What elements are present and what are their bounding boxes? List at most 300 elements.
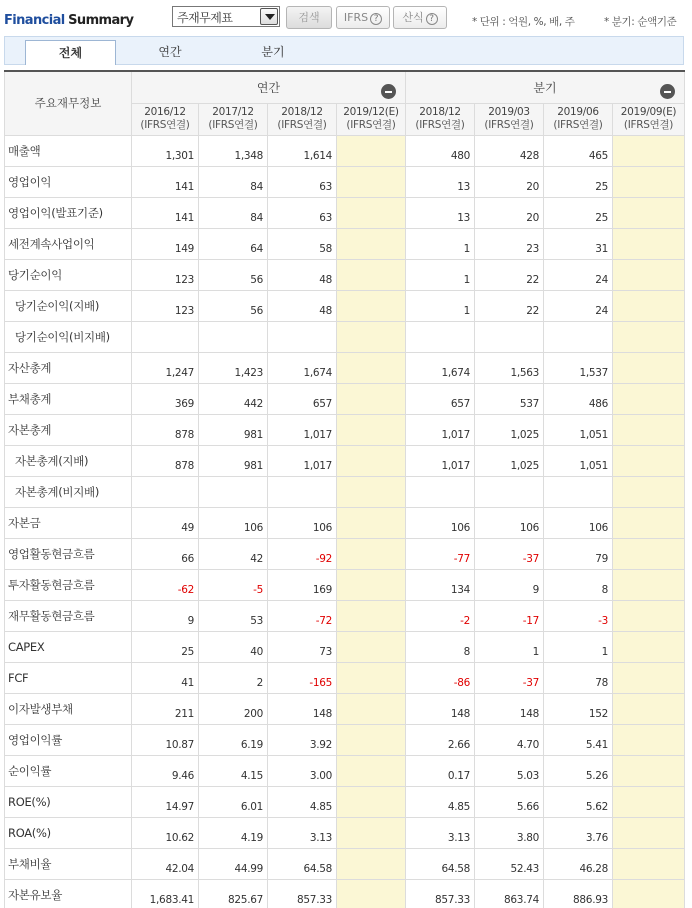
table-row [5,476,685,507]
table-cell: 42.04 [132,848,199,879]
table-cell [613,724,685,755]
table-cell: 41 [132,662,199,693]
table-cell: 480 [406,135,475,166]
table-cell: 5.62 [544,786,613,817]
table-row [5,135,685,166]
table-cell: 141 [132,166,199,197]
table-cell: 4.70 [475,724,544,755]
column-basis: (IFRS연결) [140,119,190,131]
row-label: FCF [5,662,132,693]
column-basis: (IFRS연결) [623,119,674,131]
row-label: 영업이익(발표기준) [5,197,132,228]
column-header [613,103,685,135]
table-cell: 442 [199,383,268,414]
table-cell: 657 [406,383,475,414]
table-cell: 3.76 [544,817,613,848]
table-cell: 4.15 [199,755,268,786]
table-cell: 3.92 [268,724,337,755]
row-label: 영업이익률 [5,724,132,755]
table-cell: 24 [544,259,613,290]
table-cell: 6.19 [199,724,268,755]
annual-group-label: 연간 [256,80,281,95]
table-cell: 3.13 [406,817,475,848]
table-cell: 1,614 [268,135,337,166]
table-cell [613,383,685,414]
table-cell: 64.58 [268,848,337,879]
annual-group-header [132,71,406,103]
column-header [132,103,199,135]
table-row [5,290,685,321]
column-header [337,103,406,135]
table-cell: 3.80 [475,817,544,848]
table-cell: 58 [268,228,337,259]
formula-help-button[interactable] [393,6,447,29]
table-row [5,724,685,755]
table-row [5,445,685,476]
table-cell [406,476,475,507]
row-label: 투자활동현금흐름 [5,569,132,600]
table-row [5,848,685,879]
table-row [5,755,685,786]
column-period: 2019/12(E) [343,106,399,118]
table-cell [268,321,337,352]
table-cell: 1,051 [544,445,613,476]
table-cell [337,724,406,755]
table-cell: 123 [132,290,199,321]
column-header [406,103,475,135]
table-cell [337,414,406,445]
collapse-annual-icon[interactable] [381,84,396,99]
table-cell: 1,537 [544,352,613,383]
table-cell: 25 [544,166,613,197]
table-cell: 63 [268,197,337,228]
table-row [5,786,685,817]
table-row [5,228,685,259]
table-row [5,352,685,383]
table-cell [337,817,406,848]
row-label: 재무활동현금흐름 [5,600,132,631]
table-cell: -5 [199,569,268,600]
financial-summary-table [4,70,685,908]
row-label: 당기순이익(지배) [5,290,132,321]
table-cell: 46.28 [544,848,613,879]
table-cell [337,445,406,476]
column-header [475,103,544,135]
table-cell: 878 [132,445,199,476]
table-cell: 169 [268,569,337,600]
table-cell [613,538,685,569]
table-cell: 465 [544,135,613,166]
table-cell: 64.58 [406,848,475,879]
table-cell [337,693,406,724]
table-cell: 863.74 [475,879,544,908]
column-header [268,103,337,135]
table-cell: 0.17 [406,755,475,786]
table-cell [613,786,685,817]
table-cell: 8 [406,631,475,662]
chevron-down-icon[interactable] [260,8,278,25]
table-cell: 44.99 [199,848,268,879]
table-cell: -72 [268,600,337,631]
row-label: 부채총계 [5,383,132,414]
table-cell: -92 [268,538,337,569]
table-cell [613,693,685,724]
table-cell [337,569,406,600]
table-cell: -165 [268,662,337,693]
row-label: 자본총계(비지배) [5,476,132,507]
row-label: 자본금 [5,507,132,538]
column-basis: (IFRS연결) [484,119,534,131]
table-cell: 9.46 [132,755,199,786]
table-row [5,662,685,693]
table-cell: 73 [268,631,337,662]
row-label: 순이익률 [5,755,132,786]
column-header [199,103,268,135]
table-cell [613,228,685,259]
table-cell [337,600,406,631]
column-header [544,103,613,135]
column-period: 2019/03 [488,106,530,118]
table-cell [613,600,685,631]
table-cell [613,290,685,321]
table-cell: 428 [475,135,544,166]
table-cell: 48 [268,259,337,290]
statement-type-select[interactable] [172,6,280,27]
table-cell: 200 [199,693,268,724]
row-label: 자본총계(지배) [5,445,132,476]
table-cell [337,197,406,228]
table-row [5,817,685,848]
table-cell: 123 [132,259,199,290]
table-cell: 886.93 [544,879,613,908]
table-cell: 31 [544,228,613,259]
table-cell: 1,563 [475,352,544,383]
table-cell [337,631,406,662]
table-cell [613,569,685,600]
row-label: 영업이익 [5,166,132,197]
table-row [5,569,685,600]
table-cell: 148 [268,693,337,724]
column-period: 2017/12 [212,106,254,118]
table-cell [406,321,475,352]
row-label: 자본총계 [5,414,132,445]
table-cell: 6.01 [199,786,268,817]
table-cell: 4.85 [268,786,337,817]
row-label: ROA(%) [5,817,132,848]
table-cell [613,197,685,228]
table-cell: 106 [199,507,268,538]
table-cell [337,755,406,786]
table-cell: 1 [544,631,613,662]
table-cell: 79 [544,538,613,569]
table-cell [544,321,613,352]
table-cell: 1 [406,228,475,259]
table-cell [337,786,406,817]
row-label: 부채비율 [5,848,132,879]
table-cell: 4.85 [406,786,475,817]
row-label: 매출액 [5,135,132,166]
table-row [5,414,685,445]
table-cell: 1,025 [475,445,544,476]
table-cell [613,445,685,476]
table-cell: 20 [475,197,544,228]
row-label: CAPEX [5,631,132,662]
table-cell: 64 [199,228,268,259]
table-cell [613,321,685,352]
table-cell: 152 [544,693,613,724]
column-basis: (IFRS연결) [277,119,327,131]
quarter-group-header [406,71,685,103]
table-cell [613,755,685,786]
table-cell: 486 [544,383,613,414]
table-cell [199,476,268,507]
table-cell [613,414,685,445]
row-label: 이자발생부채 [5,693,132,724]
table-cell: 5.26 [544,755,613,786]
table-cell [337,290,406,321]
table-cell: 13 [406,197,475,228]
table-cell: 42 [199,538,268,569]
table-cell: 148 [475,693,544,724]
table-cell [337,879,406,908]
table-cell: 3.00 [268,755,337,786]
table-cell: -77 [406,538,475,569]
table-cell: 25 [544,197,613,228]
table-cell: 5.66 [475,786,544,817]
table-cell: 1,674 [268,352,337,383]
table-cell [613,507,685,538]
table-cell: 22 [475,290,544,321]
table-cell: 84 [199,197,268,228]
ifrs-help-button[interactable] [336,6,390,29]
table-cell: 1,674 [406,352,475,383]
table-cell: -2 [406,600,475,631]
table-cell [337,476,406,507]
table-cell [613,259,685,290]
table-cell: 1,017 [406,414,475,445]
formula-label: 산식 [402,11,424,24]
title-financial: Financial [4,13,65,28]
table-cell [268,476,337,507]
table-cell: 49 [132,507,199,538]
table-cell: 134 [406,569,475,600]
tab-all[interactable]: 전체 [25,40,116,65]
table-cell [337,383,406,414]
table-cell: 537 [475,383,544,414]
table-row [5,538,685,569]
table-cell: 63 [268,166,337,197]
table-cell [544,476,613,507]
table-cell: 825.67 [199,879,268,908]
period-tabs [4,36,684,65]
row-label: 자산총계 [5,352,132,383]
table-cell: 1 [475,631,544,662]
table-cell [475,476,544,507]
table-cell: -37 [475,662,544,693]
column-basis: (IFRS연결) [208,119,258,131]
table-cell: 23 [475,228,544,259]
table-cell: 66 [132,538,199,569]
table-cell: 22 [475,259,544,290]
row-label: 당기순이익(비지배) [5,321,132,352]
column-basis: (IFRS연결) [346,119,396,131]
section-title [4,13,133,28]
collapse-quarter-icon[interactable] [660,84,675,99]
table-row [5,879,685,908]
table-cell: 857.33 [268,879,337,908]
table-cell: 1,017 [268,445,337,476]
toolbar [0,0,692,36]
table-cell: -37 [475,538,544,569]
table-cell [613,848,685,879]
table-cell: 56 [199,259,268,290]
table-cell [613,352,685,383]
table-row [5,321,685,352]
table-cell: 857.33 [406,879,475,908]
row-label: 영업활동현금흐름 [5,538,132,569]
table-cell [337,507,406,538]
table-cell: 40 [199,631,268,662]
table-cell: 2 [199,662,268,693]
row-label: 세전계속사업이익 [5,228,132,259]
table-cell [613,631,685,662]
table-cell: 5.03 [475,755,544,786]
table-cell [337,135,406,166]
table-cell [132,321,199,352]
table-cell: 1,348 [199,135,268,166]
table-cell: -17 [475,600,544,631]
table-row [5,383,685,414]
table-cell: 106 [406,507,475,538]
tab-quarterly[interactable]: 분기 [261,45,285,59]
table-cell: 20 [475,166,544,197]
table-cell: 24 [544,290,613,321]
quarter-group-label: 분기 [533,80,557,95]
table-cell: 106 [544,507,613,538]
table-cell [337,538,406,569]
table-cell: 106 [475,507,544,538]
table-cell: 14.97 [132,786,199,817]
table-cell: 1,247 [132,352,199,383]
table-cell [613,662,685,693]
table-cell [613,135,685,166]
table-cell: 149 [132,228,199,259]
table-cell [337,321,406,352]
table-cell: 3.13 [268,817,337,848]
table-row [5,600,685,631]
table-cell: 10.87 [132,724,199,755]
table-cell: 9 [475,569,544,600]
table-cell [337,166,406,197]
row-label: 당기순이익 [5,259,132,290]
help-icon: ? [426,13,438,25]
table-cell: 1,683.41 [132,879,199,908]
column-period: 2019/09(E) [620,106,677,118]
table-cell: 9 [132,600,199,631]
table-cell [337,352,406,383]
quarter-basis-note: * 분기: 순액기준 [604,16,677,28]
table-body [5,135,685,908]
table-cell: 369 [132,383,199,414]
table-cell [337,662,406,693]
table-cell: 1,423 [199,352,268,383]
column-period: 2019/06 [557,106,599,118]
table-cell: 1 [406,259,475,290]
table-cell: 56 [199,290,268,321]
column-basis: (IFRS연결) [553,119,603,131]
table-row [5,259,685,290]
table-cell: 52.43 [475,848,544,879]
table-cell: 84 [199,166,268,197]
search-button[interactable]: 검색 [286,6,332,29]
table-cell: 13 [406,166,475,197]
table-cell [337,259,406,290]
table-cell [613,817,685,848]
table-cell: 1,051 [544,414,613,445]
table-cell: -3 [544,600,613,631]
table-row [5,197,685,228]
table-cell: 25 [132,631,199,662]
table-cell: -62 [132,569,199,600]
column-period: 2018/12 [281,106,323,118]
table-cell: 1 [406,290,475,321]
table-row [5,507,685,538]
row-label: ROE(%) [5,786,132,817]
column-period: 2016/12 [144,106,186,118]
table-cell: 48 [268,290,337,321]
table-cell: 981 [199,414,268,445]
table-cell: 2.66 [406,724,475,755]
table-row [5,166,685,197]
table-cell: 878 [132,414,199,445]
table-cell: 657 [268,383,337,414]
table-cell: 106 [268,507,337,538]
table-cell: 1,025 [475,414,544,445]
unit-note: * 단위 : 억원, %, 배, 주 [472,16,575,28]
table-cell [475,321,544,352]
table-cell [337,848,406,879]
table-cell: 141 [132,197,199,228]
help-icon: ? [370,13,382,25]
statement-type-value: 주재무제표 [177,11,233,25]
table-cell [132,476,199,507]
table-cell: 5.41 [544,724,613,755]
table-cell: 8 [544,569,613,600]
table-cell: 981 [199,445,268,476]
table-cell: 53 [199,600,268,631]
table-cell: 1,017 [406,445,475,476]
table-cell [613,476,685,507]
tab-annual[interactable]: 연간 [158,45,182,59]
table-cell: 10.62 [132,817,199,848]
table-cell: 1,017 [268,414,337,445]
table-cell [337,228,406,259]
table-cell: 78 [544,662,613,693]
table-cell [613,166,685,197]
column-period: 2018/12 [419,106,461,118]
table-row [5,631,685,662]
row-header-label: 주요재무정보 [5,71,132,135]
table-cell [613,879,685,908]
table-cell: 211 [132,693,199,724]
table-row [5,693,685,724]
table-cell: 1,301 [132,135,199,166]
table-cell: 4.19 [199,817,268,848]
table-cell: 148 [406,693,475,724]
table-cell [199,321,268,352]
row-label: 자본유보율 [5,879,132,908]
table-cell: -86 [406,662,475,693]
